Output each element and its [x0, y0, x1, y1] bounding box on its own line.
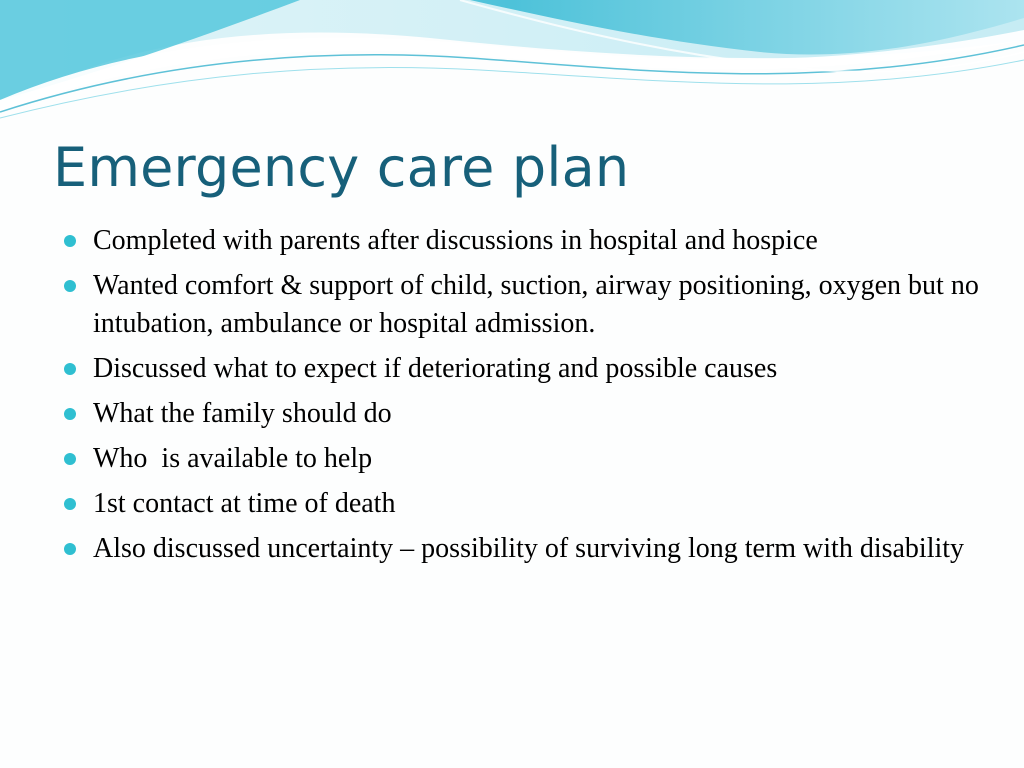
bullet-dot-icon: [64, 453, 76, 465]
slide-title: Emergency care plan: [53, 136, 630, 199]
bullet-item: [64, 267, 984, 343]
bullet-item: [64, 222, 984, 260]
bullet-list: [64, 222, 984, 575]
bullet-item: [64, 485, 984, 523]
bullet-text: Also discussed uncertainty – possibility of surviving long term with disability: [93, 533, 965, 564]
bullet-text: Completed with parents after discussions in hospital and hospice: [93, 225, 818, 256]
bullet-text: What the family should do: [93, 398, 392, 429]
bullet-item: [64, 440, 984, 478]
header-wave-decoration: [0, 0, 1024, 130]
bullet-dot-icon: [64, 235, 76, 247]
bullet-text: Wanted comfort & support of child, suction, airway positioning, oxygen but no intubation, ambulance or hospital admission.: [93, 270, 979, 339]
bullet-text: 1st contact at time of death: [93, 488, 396, 519]
bullet-dot-icon: [64, 498, 76, 510]
bullet-item: [64, 350, 984, 388]
bullet-item: [64, 395, 984, 433]
bullet-dot-icon: [64, 363, 76, 375]
bullet-dot-icon: [64, 543, 76, 555]
bullet-text: Who is available to help: [93, 443, 373, 474]
bullet-dot-icon: [64, 408, 76, 420]
bullet-dot-icon: [64, 280, 76, 292]
bullet-item: [64, 530, 984, 568]
bullet-text: Discussed what to expect if deteriorating and possible causes: [93, 353, 778, 384]
